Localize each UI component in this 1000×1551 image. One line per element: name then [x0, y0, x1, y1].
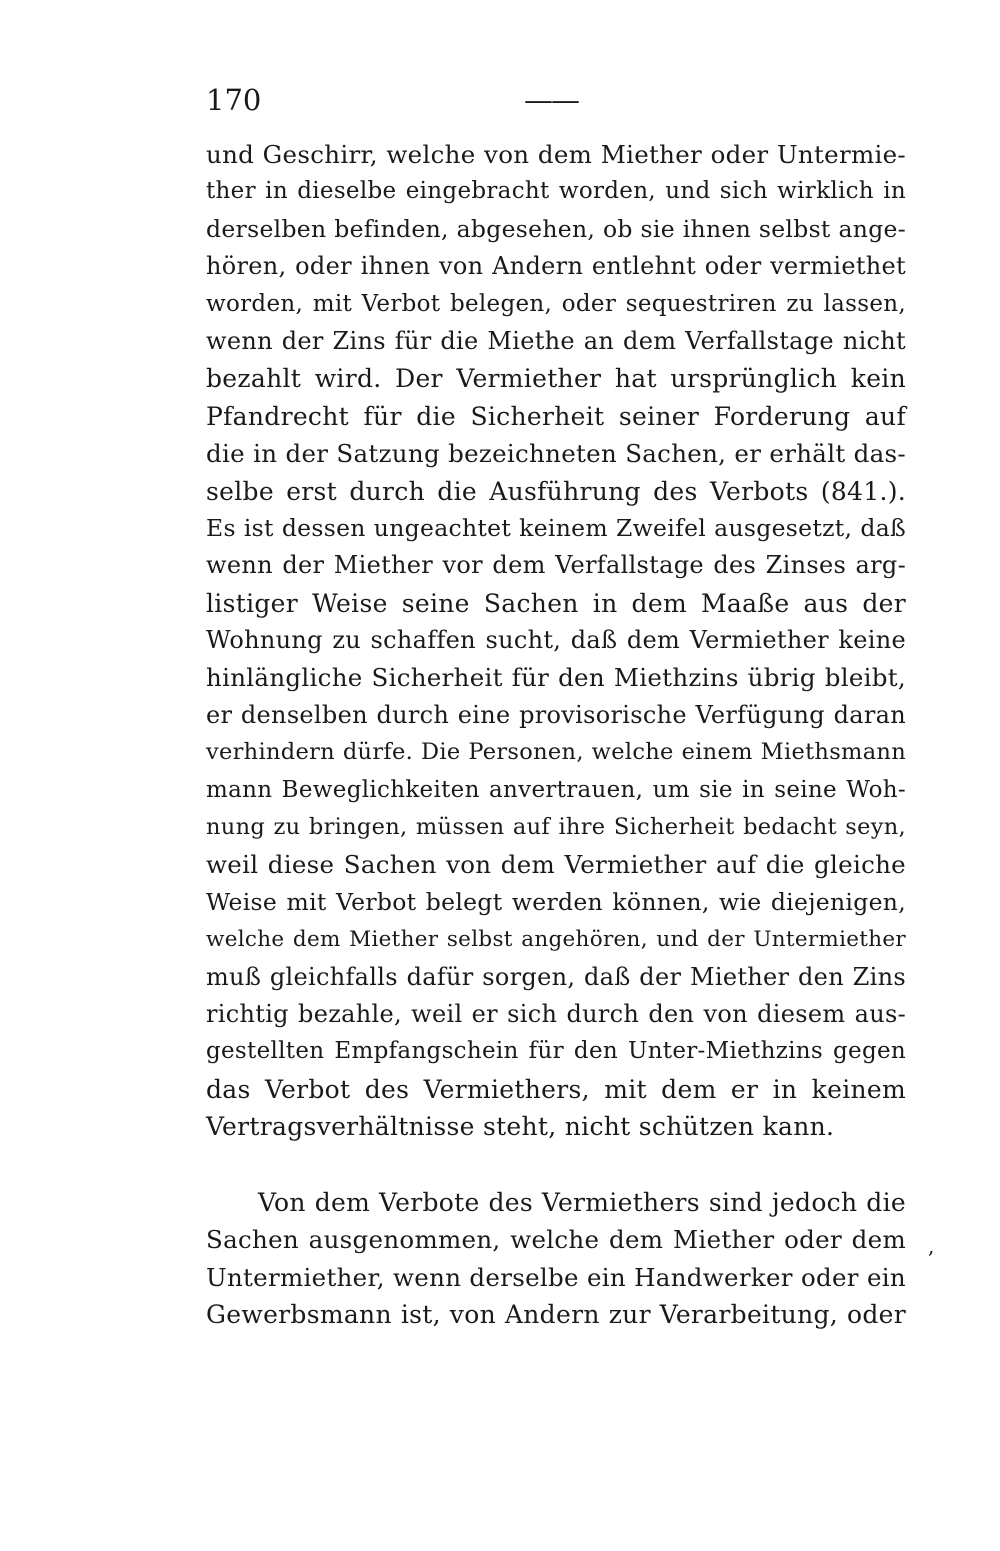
text-line: muß gleichfalls dafür sorgen, daß der Miether den Zins: [206, 962, 906, 991]
text-line: hinlängliche Sicherheit für den Miethzins übrig bleibt,: [206, 663, 906, 693]
page-number: 170: [206, 83, 262, 117]
text-line: Pfandrecht für die Sicherheit seiner Forderung auf: [206, 401, 906, 431]
text-line: Weise mit Verbot belegt werden können, wie diejenigen,: [206, 887, 906, 916]
paragraph-2: [206, 1184, 906, 1334]
text-line: die in der Satzung bezeichneten Sachen, er erhält das-: [206, 439, 906, 469]
text-line: welche dem Miether selbst angehören, und der Untermiether: [206, 927, 906, 953]
text-line: Wohnung zu schaffen sucht, daß dem Vermiether keine: [206, 626, 906, 655]
text-line: richtig bezahle, weil er sich durch den von diesem aus-: [206, 999, 906, 1028]
text-line: worden, mit Verbot belegen, oder sequestriren zu lassen,: [206, 290, 906, 317]
text-line: Von dem Verbote des Vermiethers sind jedoch die: [258, 1188, 906, 1217]
paragraph-1: [206, 136, 906, 1146]
text-line: nung zu bringen, müssen auf ihre Sicherheit bedacht seyn,: [206, 814, 906, 841]
page-header: [206, 78, 906, 122]
text-line: Es ist dessen ungeachtet keinem Zweifel ausgesetzt, daß: [206, 513, 906, 542]
text-line: listiger Weise seine Sachen in dem Maaße aus der: [206, 588, 906, 618]
text-line: Vertragsverhältnisse steht, nicht schützen kann.: [206, 1112, 835, 1142]
header-rule: ——: [524, 83, 578, 117]
text-line: gestellten Empfangschein für den Unter-Miethzins gegen: [206, 1038, 906, 1065]
text-line: wenn der Miether vor dem Verfallstage des Zinses arg-: [206, 551, 906, 580]
text-line: Sachen ausgenommen, welche dem Miether oder dem: [206, 1225, 906, 1255]
text-line: weil diese Sachen von dem Vermiether auf die gleiche: [206, 850, 906, 880]
text-line: ther in dieselbe eingebracht worden, und sich wirklich in: [206, 178, 906, 205]
stray-mark: ,: [928, 1234, 935, 1258]
text-line: und Geschirr, welche von dem Miether oder Untermie-: [206, 140, 906, 169]
text-line: Gewerbsmann ist, von Andern zur Verarbeitung, oder: [206, 1300, 906, 1330]
text-line: Untermiether, wenn derselbe ein Handwerker oder ein: [206, 1262, 906, 1292]
text-line: wenn der Zins für die Miethe an dem Verfallstage nicht: [206, 326, 906, 355]
text-line: derselben befinden, abgesehen, ob sie ihnen selbst ange-: [206, 214, 906, 243]
text-line: selbe erst durch die Ausführung des Verbots (841.).: [206, 476, 906, 506]
text-line: das Verbot des Vermiethers, mit dem er in keinem: [206, 1074, 906, 1104]
text-line: verhindern dürfe. Die Personen, welche einem Miethsmann: [206, 739, 906, 766]
text-line: er denselben durch eine provisorische Verfügung daran: [206, 700, 906, 729]
text-line: hören, oder ihnen von Andern entlehnt oder vermiethet: [206, 252, 906, 281]
text-line: bezahlt wird. Der Vermiether hat ursprünglich kein: [206, 364, 906, 394]
text-line: mann Beweglichkeiten anvertrauen, um sie in seine Woh-: [206, 776, 906, 803]
